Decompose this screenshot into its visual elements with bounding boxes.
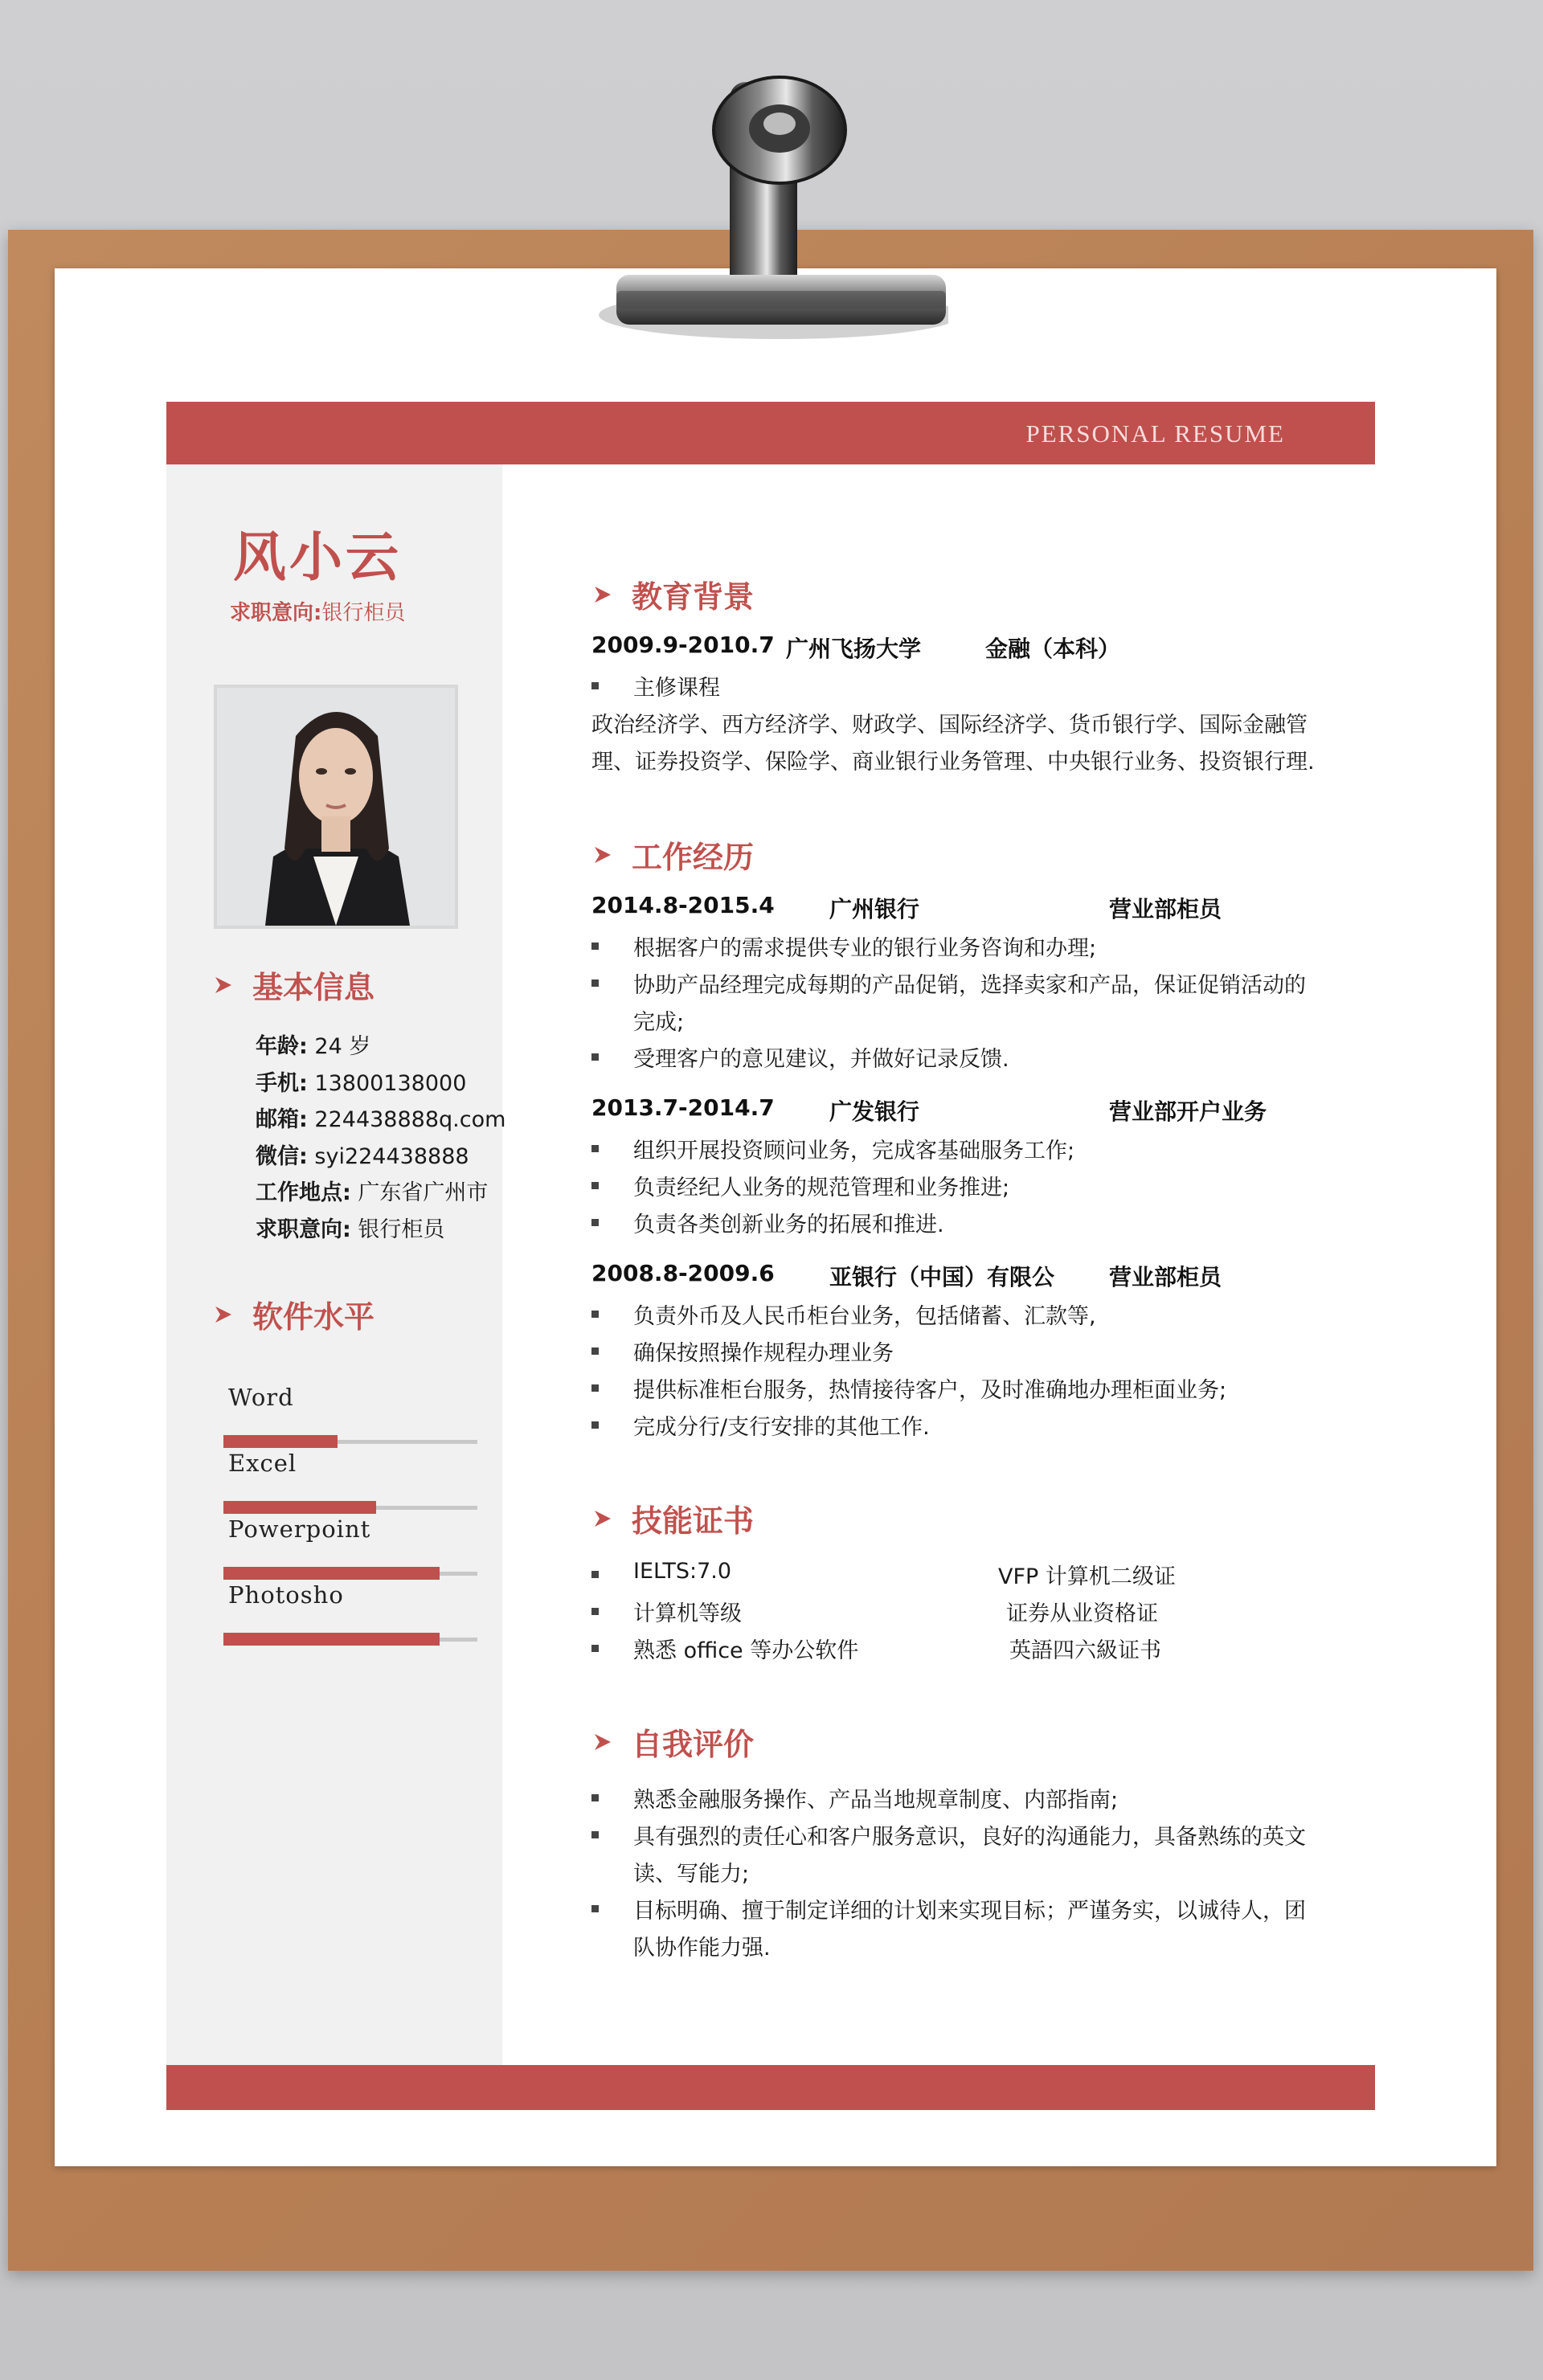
candidate-name: 风小云	[233, 526, 402, 588]
education-courses-line: 政治经济学、西方经济学、财政学、国际经济学、货币银行学、国际金融管	[591, 713, 1308, 738]
list-item-text: 提供标准柜台服务，热情接待客户，及时准确地办理柜面业务;	[633, 1378, 1227, 1403]
software-title: 软件水平	[252, 1299, 375, 1335]
arrow-icon	[591, 583, 614, 606]
cert-item: 英語四六級证书	[1009, 1638, 1161, 1663]
basic-info-title: 基本信息	[252, 970, 375, 1005]
list-item-continued: 读、写能力;	[633, 1862, 750, 1887]
info-label: 求职意向:	[256, 1217, 351, 1242]
info-value: 24 岁	[314, 1034, 371, 1059]
job-target-value: 银行柜员	[321, 601, 406, 625]
list-item-text: 熟悉金融服务操作、产品当地规章制度、内部指南;	[633, 1788, 1119, 1813]
info-value: 13800138000	[314, 1070, 467, 1096]
list-item-text: 熟悉 office 等办公软件	[633, 1638, 859, 1663]
info-label: 年龄:	[256, 1034, 308, 1059]
skill-label: Powerpoint	[228, 1515, 371, 1543]
list-item-text: 负责各类创新业务的拓展和推进.	[633, 1212, 944, 1237]
job-role: 营业部柜员	[1109, 1264, 1222, 1290]
info-value: 广东省广州市	[358, 1180, 489, 1206]
list-item-text: 负责外币及人民币柜台业务，包括储蓄、汇款等,	[633, 1304, 1096, 1329]
certs-title: 技能证书	[632, 1503, 755, 1539]
arrow-icon	[591, 1507, 614, 1530]
education-school: 广州飞扬大学	[786, 636, 922, 662]
job-target-label: 求职意向:	[230, 601, 322, 625]
basic-info-heading	[212, 963, 374, 1007]
info-value: 224438888q.com	[314, 1107, 506, 1133]
job-role: 营业部柜员	[1109, 896, 1222, 922]
self-eval-heading	[591, 1720, 754, 1764]
skill-bar-fill	[223, 1633, 440, 1646]
software-heading	[212, 1292, 374, 1336]
job-target	[230, 596, 405, 626]
info-value: syi224438888	[314, 1143, 469, 1169]
list-item-text: 目标明确、擅于制定详细的计划来实现目标；严谨务实，以诚待人，团	[633, 1899, 1306, 1924]
info-row-email	[256, 1102, 505, 1139]
job-period: 2013.7-2014.7	[591, 1094, 775, 1121]
info-label: 工作地点:	[256, 1180, 351, 1206]
skill-bar-fill	[223, 1435, 338, 1448]
list-item-text: 主修课程	[633, 676, 720, 701]
banner-text: PERSONAL RESUME	[1025, 419, 1285, 448]
skill-label: Word	[228, 1384, 294, 1411]
info-row-wechat	[256, 1139, 505, 1176]
list-item-text: 受理客户的意见建议，并做好记录反馈.	[633, 1047, 1009, 1072]
info-label: 微信:	[256, 1143, 308, 1169]
portrait-image	[217, 688, 455, 926]
info-label: 邮箱:	[256, 1107, 308, 1133]
info-value: 银行柜员	[358, 1217, 445, 1242]
job-role: 营业部开户业务	[1109, 1098, 1267, 1125]
skill-bar-fill	[223, 1567, 440, 1580]
list-item-text: 计算机等级	[633, 1601, 742, 1626]
list-item-text: 具有强烈的责任心和客户服务意识，良好的沟通能力，具备熟练的英文	[633, 1825, 1306, 1850]
list-item-continued: 队协作能力强.	[633, 1936, 771, 1961]
arrow-icon	[212, 1303, 235, 1326]
skill-label: Excel	[228, 1450, 297, 1477]
education-heading	[591, 572, 754, 616]
job-company: 亚银行（中国）有限公	[829, 1264, 1055, 1290]
list-item-text: 完成分行/支行安排的其他工作.	[633, 1415, 930, 1440]
job-company: 广州银行	[829, 896, 920, 922]
list-item-text: 根据客户的需求提供专业的银行业务咨询和办理;	[633, 936, 1097, 961]
work-heading	[591, 832, 754, 877]
education-title: 教育背景	[632, 579, 755, 615]
info-row-phone	[256, 1065, 505, 1102]
skill-label: Photosho	[228, 1581, 344, 1609]
header-banner	[166, 402, 1375, 464]
basic-info-list	[256, 1028, 505, 1249]
list-item-continued: 完成;	[633, 1010, 685, 1035]
profile-photo	[214, 685, 458, 929]
binder-clip-icon	[579, 50, 948, 355]
education-major: 金融（本科）	[985, 636, 1121, 662]
list-item-text: 协助产品经理完成每期的产品促销，选择卖家和产品，保证促销活动的	[633, 973, 1306, 998]
list-item-text: 负责经纪人业务的规范管理和业务推进;	[633, 1176, 1010, 1200]
job-period: 2008.8-2009.6	[591, 1260, 775, 1286]
work-title: 工作经历	[632, 840, 755, 875]
info-label: 手机:	[256, 1070, 308, 1096]
arrow-icon	[591, 1731, 614, 1753]
footer-banner	[166, 2065, 1375, 2110]
job-period: 2014.8-2015.4	[591, 892, 775, 918]
info-row-age	[256, 1028, 505, 1065]
cert-item: 证券从业资格证	[1006, 1601, 1158, 1626]
list-item-text: 确保按照操作规程办理业务	[633, 1341, 894, 1366]
certs-heading	[591, 1496, 754, 1540]
education-period: 2009.9-2010.7	[591, 632, 775, 658]
info-row-target	[256, 1212, 505, 1249]
job-company: 广发银行	[829, 1098, 920, 1125]
list-item-text: 组织开展投资顾问业务，完成客基础服务工作;	[633, 1139, 1075, 1163]
list-item-text: IELTS:7.0	[633, 1559, 732, 1584]
self-eval-title: 自我评价	[632, 1727, 755, 1762]
arrow-icon	[591, 844, 614, 866]
education-courses-line: 理、证券投资学、保险学、商业银行业务管理、中央银行业务、投资银行理.	[591, 750, 1315, 775]
cert-item: VFP 计算机二级证	[998, 1564, 1176, 1589]
arrow-icon	[212, 974, 235, 996]
skill-bar-fill	[223, 1501, 376, 1514]
info-row-location	[256, 1175, 505, 1212]
